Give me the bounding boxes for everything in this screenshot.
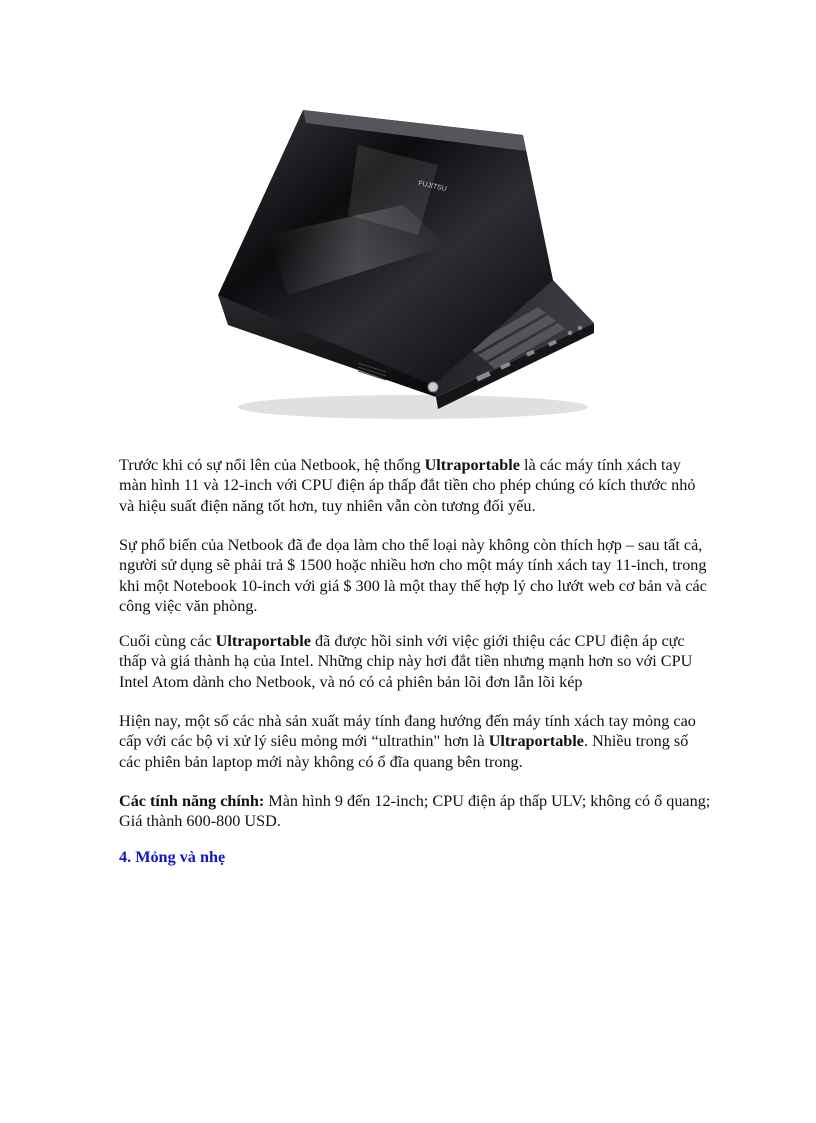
paragraph-ultrathin	[119, 711, 711, 772]
paragraph-netbook-threat	[119, 535, 711, 616]
p3-text-c: đã được hồi sinh với việc giới thiệu các CPU điện áp cực thấp và giá thành hạ của Intel. Những chip này hơi đắt tiền nhưng mạnh hơn so với CPU Intel Atom dành cho Netbook, và nó có cả phiên bản lõi đơn lẫn lõi kép	[119, 632, 693, 691]
section-heading: 4. Mỏng và nhẹ	[119, 848, 226, 866]
p3-bold-term: Ultraportable	[215, 632, 311, 650]
brand-logo: FUJITSU	[417, 180, 448, 193]
laptop-illustration	[208, 85, 608, 435]
p1-text-c: là các máy tính xách tay màn hình 11 và 12-inch với CPU điện áp thấp đắt tiền cho phép chúng có kích thước nhỏ và hiệu suất điện năng tốt hơn, tuy nhiên vẫn còn tương đối yếu.	[119, 456, 696, 515]
p4-text-a: Hiện nay, một số các nhà sản xuất máy tính đang hướng đến máy tính xách tay mỏng cao cấp với các bộ vi xử lý siêu mỏng mới “ultrathin" hơn là	[119, 712, 696, 751]
p4-text-c: . Nhiều trong số các phiên bản laptop mới này không có ổ đĩa quang bên trong.	[119, 732, 689, 771]
p4-bold-term: Ultraportable	[488, 732, 584, 751]
p2-text: Sự phổ biến của Netbook đã đe dọa làm cho thể loại này không còn thích hợp – sau tất cả, người sử dụng sẽ phải trả $ 1500 hoặc nhiều hơn cho một máy tính xách tay 11-inch, trong khi một Notebook 10-inch với giá $ 300 là một thay thế hợp lý cho lướt web cơ bản và các công việc văn phòng.	[119, 536, 707, 615]
paragraph-intro	[119, 455, 711, 516]
paragraph-revival	[119, 631, 711, 692]
p1-bold-term: Ultraportable	[424, 456, 520, 474]
laptop-shadow	[238, 395, 588, 419]
paragraph-key-features	[119, 791, 711, 832]
p1-text-a: Trước khi có sự nổi lên của Netbook, hệ thống	[119, 456, 425, 474]
p3-text-a: Cuối cùng các	[119, 632, 216, 650]
key-features-label: Các tính năng chính:	[119, 792, 265, 810]
laptop-photo	[208, 85, 608, 435]
hinge	[428, 382, 438, 392]
key-features-text: Màn hình 9 đến 12-inch; CPU điện áp thấp ULV; không có ổ quang; Giá thành 600-800 USD.	[119, 792, 711, 831]
